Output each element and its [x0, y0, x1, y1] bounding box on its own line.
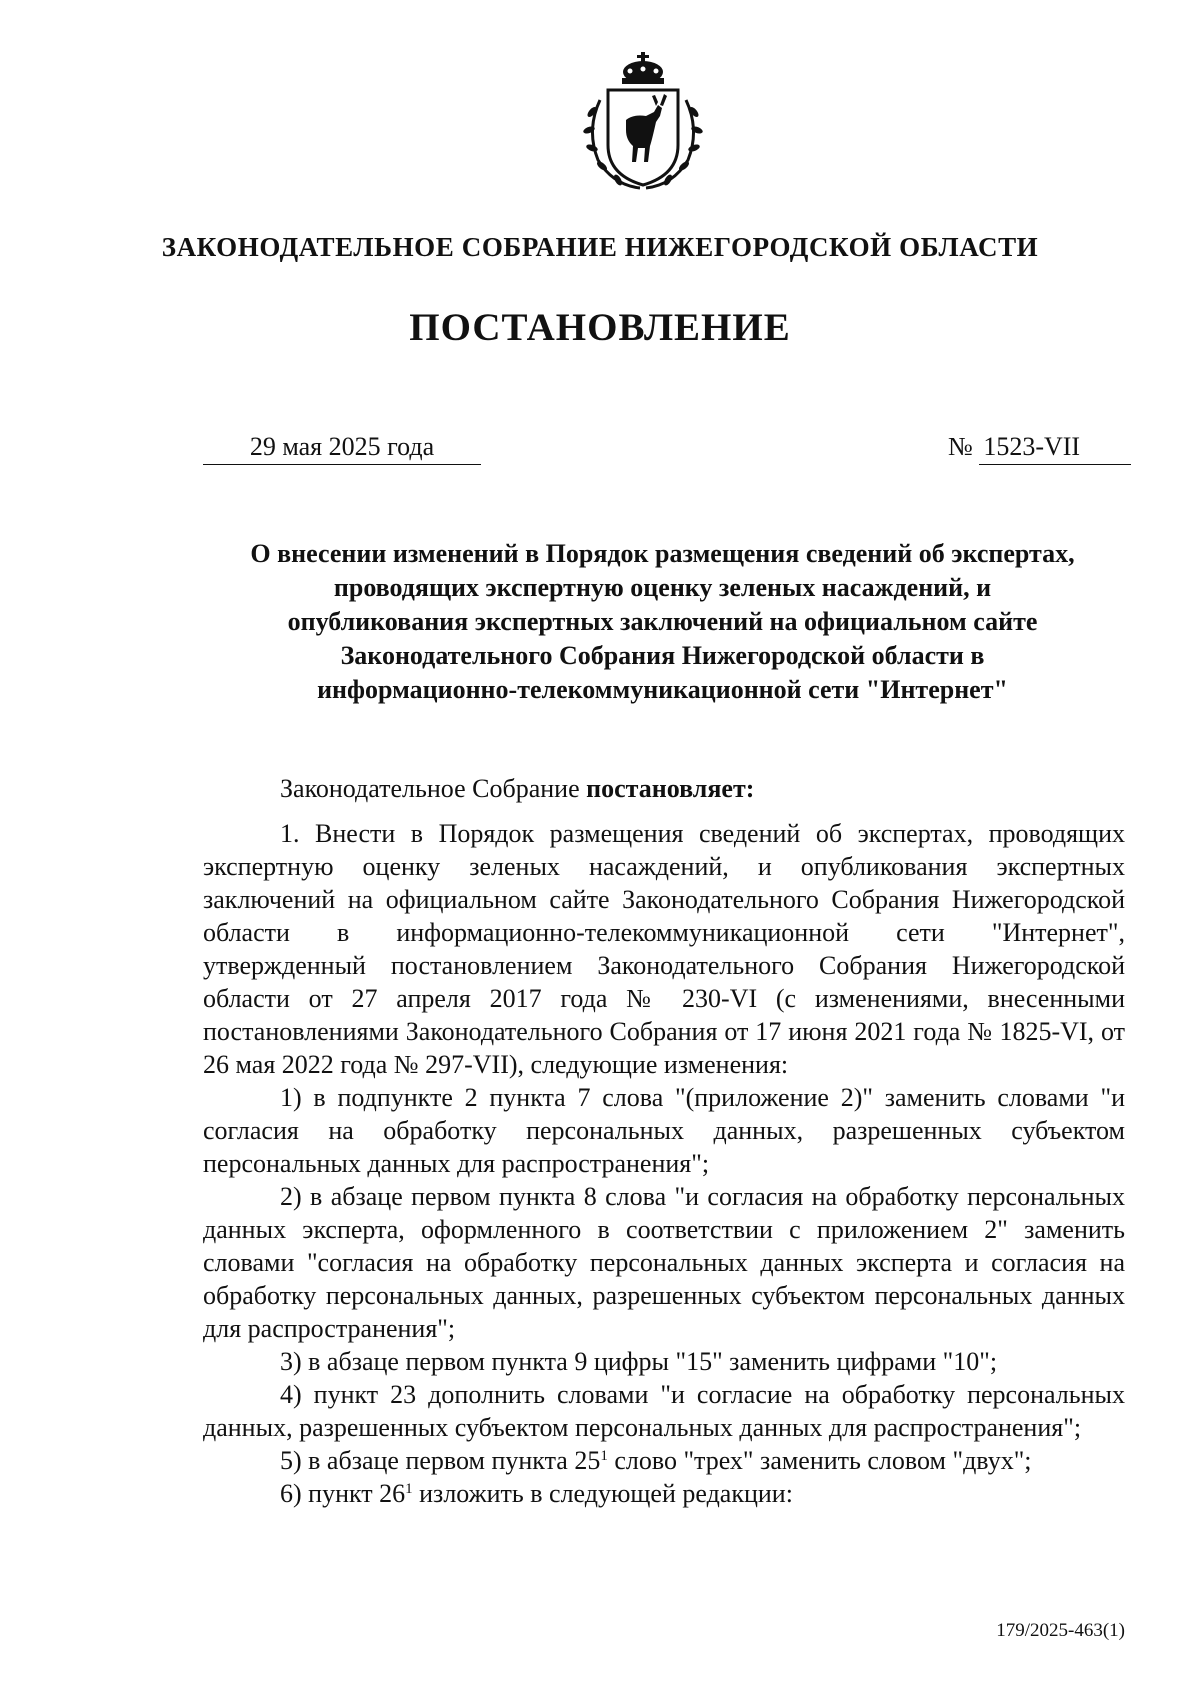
- number-label: №: [948, 432, 973, 461]
- list-item: 6) пункт $26^1$ изложить в следующей редакции:: [280, 1479, 793, 1508]
- document-date: 29 мая 2025 года: [203, 432, 481, 465]
- list-item: 5) в абзаце первом пункта $25^1$ слово "трех" заменить словом "двух";: [280, 1446, 1032, 1475]
- number-value: 1523-VII: [979, 432, 1131, 465]
- title-line: опубликования экспертных заключений на официальном сайте: [287, 607, 1038, 636]
- paragraph-1: 1. Внести в Порядок размещения сведений об экспертах, проводящих экспертную оценку зеленых насаждений, и опубликования экспертных заключений на официальном сайте Законодательного Собрания Нижегородской области в информационно-телекоммуникационной сети "Интернет", утвержденный постановлением Законодательного Собрания Нижегородской области от 27 апреля 2017 года № 230-VI (с изменениями, внесенными постановлениями Законодательного Собрания от 17 июня 2021 года № 1825-VI, от 26 мая 2022 года № 297-VII), следующие изменения:: [203, 819, 1125, 1079]
- title-line: Законодательного Собрания Нижегородской области в: [340, 641, 985, 670]
- list-item: 2) в абзаце первом пункта 8 слова "и согласия на обработку персональных данных эксперта, оформленного в соответствии с приложением 2" заменить словами "согласия на обработку персональных данных эксперта и согласия на обработку персональных данных, разрешенных субъектом персональных данных для распространения";: [203, 1182, 1125, 1343]
- document-number: [948, 432, 1131, 465]
- organization-name: ЗАКОНОДАТЕЛЬНОЕ СОБРАНИЕ НИЖЕГОРОДСКОЙ ОБЛАСТИ: [161, 232, 1039, 262]
- title-line: О внесении изменений в Порядок размещения сведений об экспертах,: [250, 539, 1075, 568]
- document-type: ПОСТАНОВЛЕНИЕ: [409, 306, 791, 349]
- registration-code: 179/2025-463(1): [996, 1620, 1125, 1641]
- list-item: 4) пункт 23 дополнить словами "и согласие на обработку персональных данных, разрешенных субъектом персональных данных для распространения";: [203, 1380, 1125, 1442]
- title-line: информационно-телекоммуникационной сети "Интернет": [317, 675, 1008, 704]
- list-item: 3) в абзаце первом пункта 9 цифры "15" заменить цифрами "10";: [280, 1347, 998, 1376]
- resolves-keyword: постановляет:: [586, 774, 755, 803]
- resolution-intro: Законодательное Собрание постановляет:: [280, 774, 755, 803]
- title-line: проводящих экспертную оценку зеленых насаждений, и: [333, 573, 992, 602]
- document-body: [203, 772, 1125, 1510]
- document-title: [190, 537, 1135, 707]
- coat-of-arms-emblem: [578, 50, 708, 200]
- crown-icon: [622, 52, 664, 84]
- list-item: 1) в подпункте 2 пункта 7 слова "(приложение 2)" заменить словами "и согласия на обработку персональных данных, разрешенных субъектом персональных данных для распространения";: [203, 1083, 1125, 1178]
